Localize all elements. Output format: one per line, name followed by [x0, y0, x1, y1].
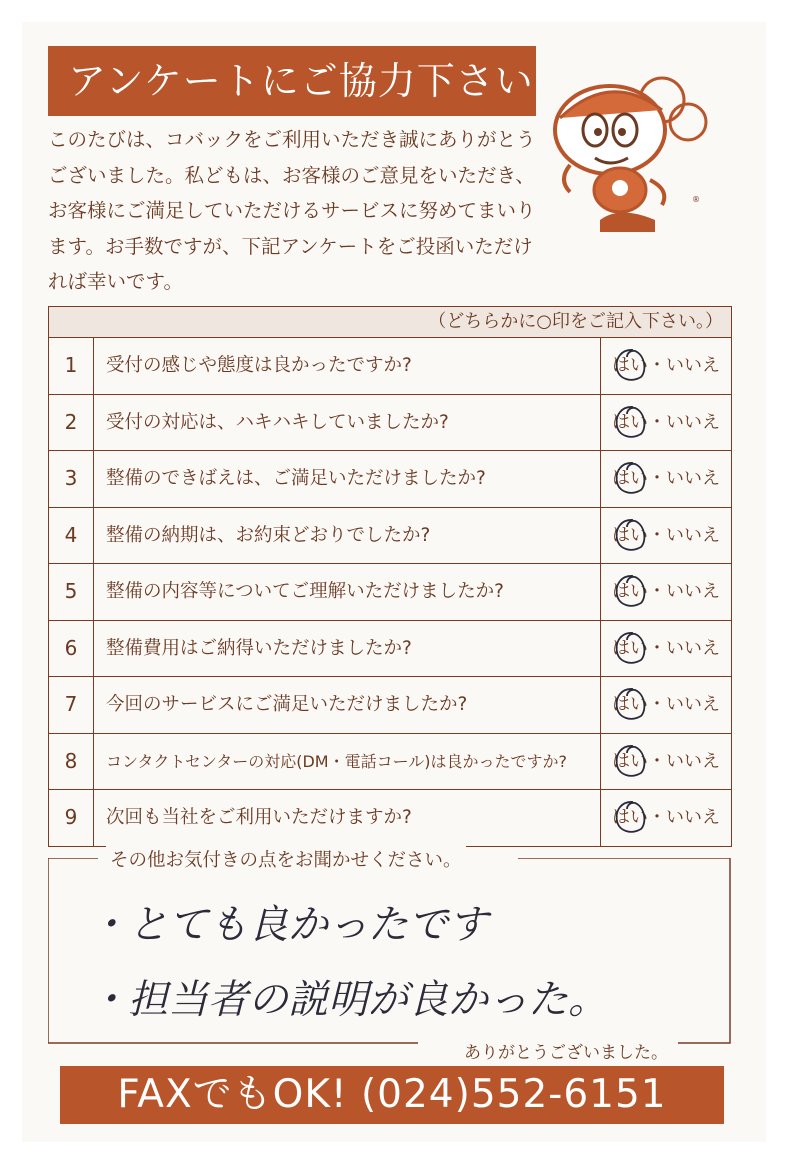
question-number: 8: [49, 734, 94, 790]
handwritten-comments: [68, 888, 718, 1038]
answer-options: [601, 621, 731, 677]
table-row: [49, 734, 731, 791]
answer-options-label: はい・いいえ: [612, 355, 720, 376]
answer-options: [601, 734, 731, 790]
answer-options: [601, 508, 731, 564]
survey-table: [48, 306, 732, 847]
handwritten-line-2: ・担当者の説明が良かった。: [88, 977, 608, 1023]
svg-text:®: ®: [692, 195, 700, 204]
question-text: 整備の納期は、お約束どおりでしたか?: [94, 508, 601, 564]
question-text: 次回も当社をご利用いただけますか?: [94, 790, 601, 846]
question-text: コンタクトセンターの対応(DM・電話コール)は良かったですか?: [94, 734, 601, 790]
intro-text: このたびは、コバックをご利用いただき誠にありがとうございました。私どもは、お客様のご意見をいただき、お客様にご満足していただけるサービスに努めてまいります。お手数ですが、下記アンケートをご投函いただければ幸いです。: [48, 128, 536, 293]
table-row: [49, 338, 731, 395]
answer-options-label: はい・いいえ: [612, 468, 720, 489]
question-number: 6: [49, 621, 94, 677]
answer-options-label: はい・いいえ: [612, 524, 720, 546]
selected-circle-mark: [613, 347, 647, 385]
answer-options-label: はい・いいえ: [612, 411, 720, 433]
answer-options: [601, 338, 731, 394]
answer-options: [601, 451, 731, 507]
answer-options-label: はい・いいえ: [612, 581, 720, 602]
question-text: 受付の対応は、ハキハキしていましたか?: [94, 395, 601, 451]
answer-options: [601, 677, 731, 733]
table-row: [49, 790, 731, 846]
handwritten-line-1: ・とても良かったです: [88, 902, 488, 948]
selected-circle-mark: [613, 743, 647, 781]
answer-options-label: はい・いいえ: [612, 807, 720, 828]
table-row: [49, 677, 731, 734]
question-number: 7: [49, 677, 94, 733]
selected-circle-mark: [613, 799, 647, 837]
question-text: 整備の内容等についてご理解いただけましたか?: [94, 564, 601, 620]
table-instruction: （どちらかに○印をご記入下さい。）: [49, 307, 731, 338]
answer-options: [601, 395, 731, 451]
answer-options: [601, 564, 731, 620]
question-number: 4: [49, 508, 94, 564]
mascot-logo: [540, 70, 710, 250]
question-text: 整備のできばえは、ご満足いただけましたか?: [94, 451, 601, 507]
question-number: 2: [49, 395, 94, 451]
selected-circle-mark: [613, 573, 647, 611]
comments-label: その他お気付きの点をお聞かせください。: [106, 846, 466, 872]
table-row: [49, 621, 731, 678]
table-row: [49, 508, 731, 565]
selected-circle-mark: [613, 630, 647, 668]
table-row: [49, 395, 731, 452]
table-row: [49, 564, 731, 621]
answer-options-label: はい・いいえ: [612, 750, 720, 772]
comments-box: [48, 850, 732, 1063]
question-number: 9: [49, 790, 94, 846]
question-text: 今回のサービスにご満足いただけましたか?: [94, 677, 601, 733]
page-title: アンケートにご協力下さい: [48, 46, 536, 116]
answer-options-label: はい・いいえ: [612, 637, 720, 659]
question-text: 整備費用はご納得いただけましたか?: [94, 621, 601, 677]
selected-circle-mark: [613, 517, 647, 555]
answer-options-label: はい・いいえ: [612, 694, 720, 715]
selected-circle-mark: [613, 404, 647, 442]
question-text: 受付の感じや態度は良かったですか?: [94, 338, 601, 394]
selected-circle-mark: [613, 460, 647, 498]
thanks-text: ありがとうございました。: [460, 1038, 672, 1063]
fax-banner: FAXでもOK! (024)552-6151: [60, 1066, 724, 1124]
answer-options: [601, 790, 731, 846]
selected-circle-mark: [613, 686, 647, 724]
table-row: [49, 451, 731, 508]
question-number: 3: [49, 451, 94, 507]
question-number: 5: [49, 564, 94, 620]
question-number: 1: [49, 338, 94, 394]
